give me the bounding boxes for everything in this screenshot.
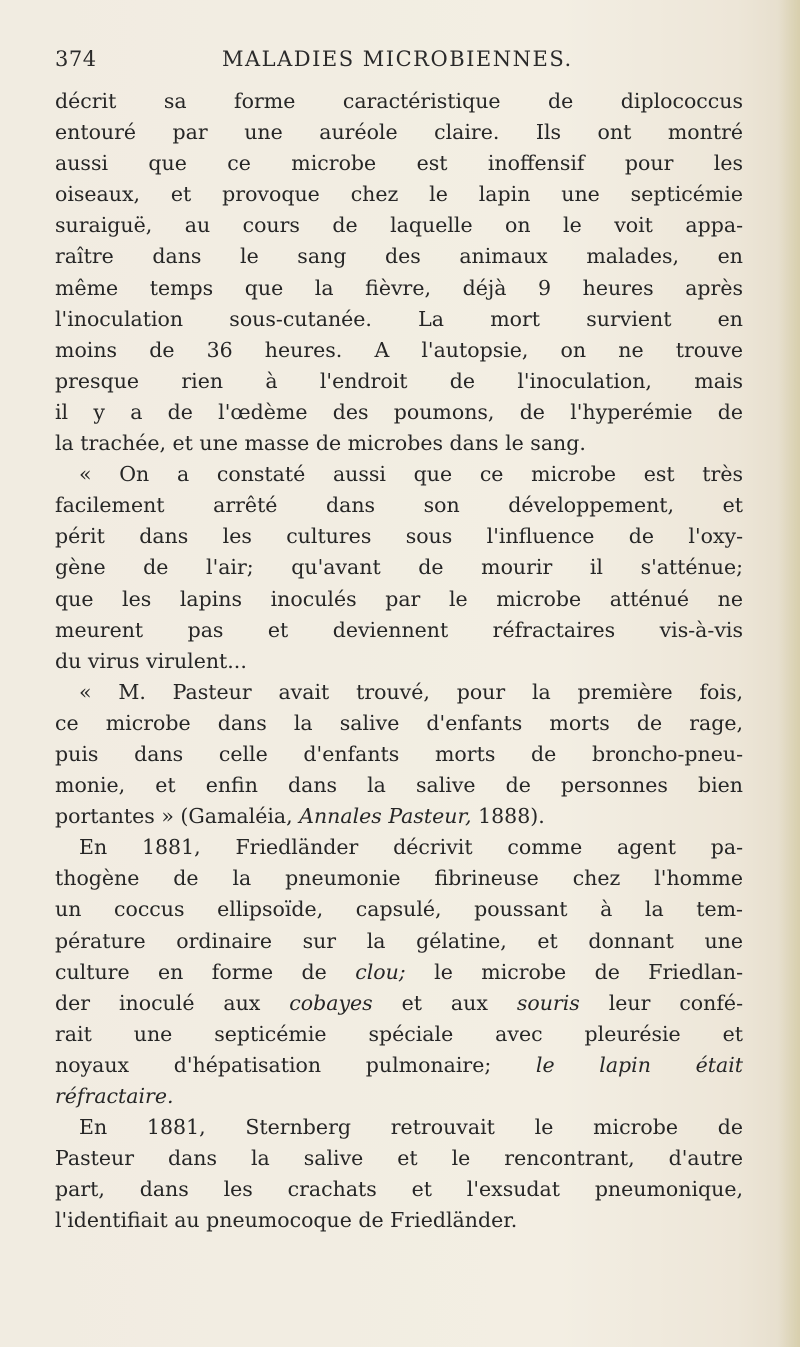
text-line: aussi que ce microbe est inoffensif pour les (55, 151, 743, 176)
text-line: décrit sa forme caractéristique de diplococcus (55, 89, 743, 113)
text-line: presque rien à l'endroit de l'inoculation, mais (55, 368, 743, 393)
text-run: et aux (372, 990, 517, 1015)
text-run: noyaux d'hépatisation pulmonaire; (55, 1052, 536, 1077)
text-line: monie, et enfin dans la salive de personnes bien (55, 773, 743, 798)
text-line: il y a de l'œdème des poumons, de l'hyperémie de (55, 399, 743, 424)
text-line: la trachée, et une masse de microbes dans le sang. (55, 431, 586, 456)
text-line (55, 1050, 743, 1081)
text-line: En 1881, Friedländer décrivit comme agent pa- (79, 835, 743, 860)
text-line: périt dans les cultures sous l'influence de l'oxy- (55, 524, 743, 549)
text-line: du virus virulent... (55, 648, 247, 673)
text-line: l'inoculation sous-cutanée. La mort survient en (55, 306, 743, 331)
page-header (55, 47, 745, 81)
text-run: 1888). (471, 804, 545, 829)
page-number: 374 (55, 47, 97, 71)
text-line (55, 957, 743, 988)
text-line (55, 1081, 743, 1112)
text-line: « M. Pasteur avait trouvé, pour la première fois, (79, 679, 743, 704)
text-line: part, dans les crachats et l'exsudat pneumonique, (55, 1177, 743, 1202)
italic-term: souris (516, 990, 580, 1015)
text-line (55, 801, 743, 832)
running-title: MALADIES MICROBIENNES. (222, 47, 573, 71)
text-run: leur confé- (579, 990, 743, 1015)
text-line: même temps que la fièvre, déjà 9 heures après (55, 275, 743, 300)
italic-term: le lapin était (535, 1052, 743, 1077)
text-line: En 1881, Sternberg retrouvait le microbe de (79, 1115, 743, 1140)
text-line: puis dans celle d'enfants morts de broncho-pneu- (55, 741, 743, 766)
text-run: portantes » (Gamaléia, (55, 804, 300, 829)
body-text (55, 86, 743, 1236)
text-line: pérature ordinaire sur la gélatine, et donnant une (55, 928, 743, 953)
text-line: meurent pas et deviennent réfractaires vis-à-vis (55, 617, 743, 642)
page-edge-shadow (778, 0, 800, 1347)
text-line: suraiguë, au cours de laquelle on le voit appa- (55, 213, 743, 238)
italic-term: clou; (355, 959, 406, 984)
text-line (55, 988, 743, 1019)
text-line: « On a constaté aussi que ce microbe est très (79, 462, 743, 487)
text-line: ce microbe dans la salive d'enfants morts de rage, (55, 710, 743, 735)
text-line: facilement arrêté dans son développement, et (55, 493, 743, 518)
text-line: raître dans le sang des animaux malades, en (55, 244, 743, 269)
text-run: le microbe de Friedlan- (405, 959, 743, 984)
text-line: gène de l'air; qu'avant de mourir il s'atténue; (55, 555, 743, 580)
text-line: rait une septicémie spéciale avec pleurésie et (55, 1021, 743, 1046)
text-line: entouré par une auréole claire. Ils ont montré (55, 120, 743, 145)
text-line: l'identifiait au pneumocoque de Friedländer. (55, 1208, 518, 1233)
text-run: culture en forme de (55, 959, 356, 984)
italic-term: réfractaire. (55, 1084, 174, 1108)
text-line: moins de 36 heures. A l'autopsie, on ne trouve (55, 337, 743, 362)
text-line: Pasteur dans la salive et le rencontrant, d'autre (55, 1146, 743, 1171)
journal-title: Annales Pasteur, (299, 804, 472, 829)
text-line: oiseaux, et provoque chez le lapin une septicémie (55, 182, 743, 207)
italic-term: cobayes (289, 990, 373, 1015)
text-line: un coccus ellipsoïde, capsulé, poussant à la tem- (55, 897, 743, 922)
text-line: que les lapins inoculés par le microbe atténué ne (55, 586, 743, 611)
text-line: thogène de la pneumonie fibrineuse chez l'homme (55, 866, 743, 891)
text-run: der inoculé aux (55, 990, 290, 1015)
